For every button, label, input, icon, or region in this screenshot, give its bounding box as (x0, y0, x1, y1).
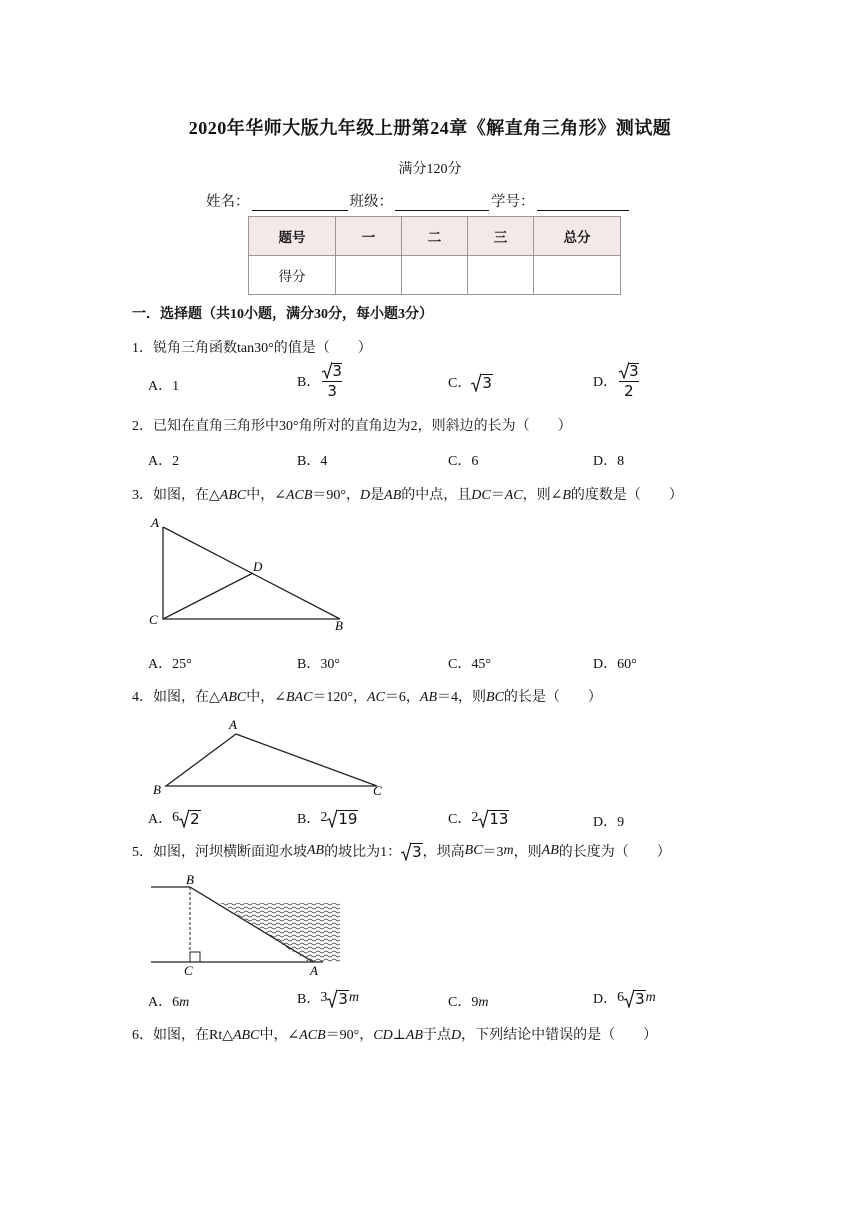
id-label: 学号： (491, 194, 535, 210)
name-label: 姓名： (206, 194, 250, 210)
option-a[interactable]: A．2 (148, 454, 180, 469)
option-a[interactable]: A．1 (148, 379, 180, 394)
score-header-cell: 二 (402, 217, 468, 256)
name-field[interactable] (252, 194, 348, 211)
question-text: 已知在直角三角形中30°角所对的直角边为2，则斜边的长为（ ） (153, 419, 572, 434)
sqrt-icon (327, 809, 337, 828)
full-score-label: 满分120分 (398, 162, 462, 177)
option-b[interactable]: B． 2 19 (297, 810, 358, 828)
label-a: A (151, 515, 159, 530)
option-b[interactable]: B．30° (297, 657, 340, 672)
question-6: 6．如图，在Rt△ABC中，∠ACB＝90°，CD⊥AB于点D，下列结论中错误的是（ ） (132, 1028, 658, 1043)
option-c[interactable]: C． 2 13 (448, 810, 509, 828)
question-text: 锐角三角函数tan30°的值是（ ） (153, 341, 372, 356)
triangle-bac (166, 734, 377, 786)
option-d[interactable]: D．8 (593, 454, 625, 469)
document-title: 2020年华师大版九年级上册第24章《解直角三角形》测试题 (188, 118, 672, 138)
score-header-cell: 题号 (249, 217, 336, 256)
question-3: 3．如图，在△ABC中，∠ACB＝90°，D是AB的中点，且DC＝AC，则∠B的度数是（ ） (132, 488, 683, 503)
sqrt-icon (619, 362, 629, 379)
option-c[interactable]: C．45° (448, 657, 491, 672)
option-a[interactable]: A． 6 2 (148, 810, 200, 828)
label-b: B (335, 618, 343, 633)
score-cell[interactable] (534, 256, 621, 295)
sqrt-icon (179, 809, 189, 828)
triangle-abc-figure (140, 512, 360, 637)
option-d[interactable]: D．60° (593, 657, 637, 672)
question-number: 5． (132, 845, 153, 860)
score-header-cell: 一 (336, 217, 402, 256)
label-b: B (153, 782, 161, 797)
question-number: 4． (132, 690, 153, 705)
label-a: A (310, 963, 318, 978)
question-number: 1． (132, 341, 153, 356)
score-header-cell: 三 (468, 217, 534, 256)
score-cell[interactable] (336, 256, 402, 295)
right-angle-mark (190, 952, 200, 962)
option-d[interactable]: D． $\frac{3}{2}$ (593, 362, 639, 400)
score-header-cell: 总分 (534, 217, 621, 256)
triangle-bac-figure (140, 712, 400, 802)
section-title: 一．选择题（共10小题，满分30分，每小题3分） (132, 307, 433, 322)
label-c: C (184, 963, 193, 978)
dam-cross-section-figure (148, 870, 348, 980)
sqrt-icon (327, 989, 337, 1008)
sqrt-icon (322, 362, 332, 379)
student-info-line (206, 190, 631, 211)
option-b[interactable]: B． 3 3 m (297, 990, 360, 1008)
option-c[interactable]: C．6 (448, 454, 479, 469)
score-table (248, 216, 621, 295)
question-2 (132, 415, 572, 435)
class-label: 班级： (349, 194, 393, 210)
label-b: B (186, 872, 194, 887)
sqrt-icon (471, 373, 481, 392)
label-c: C (373, 783, 382, 798)
sqrt-icon (478, 809, 488, 828)
id-field[interactable] (537, 194, 629, 211)
score-row-label: 得分 (249, 256, 336, 295)
option-d[interactable]: D． 6 3 m (593, 990, 656, 1008)
score-cell[interactable] (468, 256, 534, 295)
question-number: 2． (132, 419, 153, 434)
label-d: D (253, 559, 263, 574)
label-a: A (229, 717, 237, 732)
option-d[interactable]: D．9 (593, 815, 625, 830)
score-table-row (249, 256, 621, 295)
option-b[interactable]: B．4 (297, 454, 328, 469)
sqrt-icon (624, 989, 634, 1008)
question-5: 5． 如图，河坝横断面迎水坡 AB 的坡比为1： 3 ，坝高 BC ＝3 m ，则 AB 的长度为（ ） (132, 843, 671, 861)
option-c[interactable]: C．9m (448, 995, 489, 1010)
water-pattern (220, 903, 340, 962)
option-a[interactable]: A．6m (148, 995, 190, 1010)
score-cell[interactable] (402, 256, 468, 295)
question-4: 4．如图，在△ABC中，∠BAC＝120°，AC＝6，AB＝4，则BC的长是（ ） (132, 690, 602, 705)
option-b[interactable]: B． $\frac{3}{3}$ (297, 362, 342, 400)
label-c: C (149, 612, 158, 627)
sqrt-icon (401, 842, 411, 861)
segment-cd (163, 573, 253, 619)
option-c[interactable]: C． 3 (448, 374, 492, 392)
question-number: 6． (132, 1028, 153, 1043)
fraction: $\frac{3}{3}$ (322, 362, 342, 399)
class-field[interactable] (395, 194, 489, 211)
option-a[interactable]: A．25° (148, 657, 192, 672)
score-table-header-row (249, 217, 621, 256)
question-1 (132, 337, 372, 357)
fraction: $\frac{3}{2}$ (619, 362, 639, 399)
question-number: 3． (132, 488, 153, 503)
